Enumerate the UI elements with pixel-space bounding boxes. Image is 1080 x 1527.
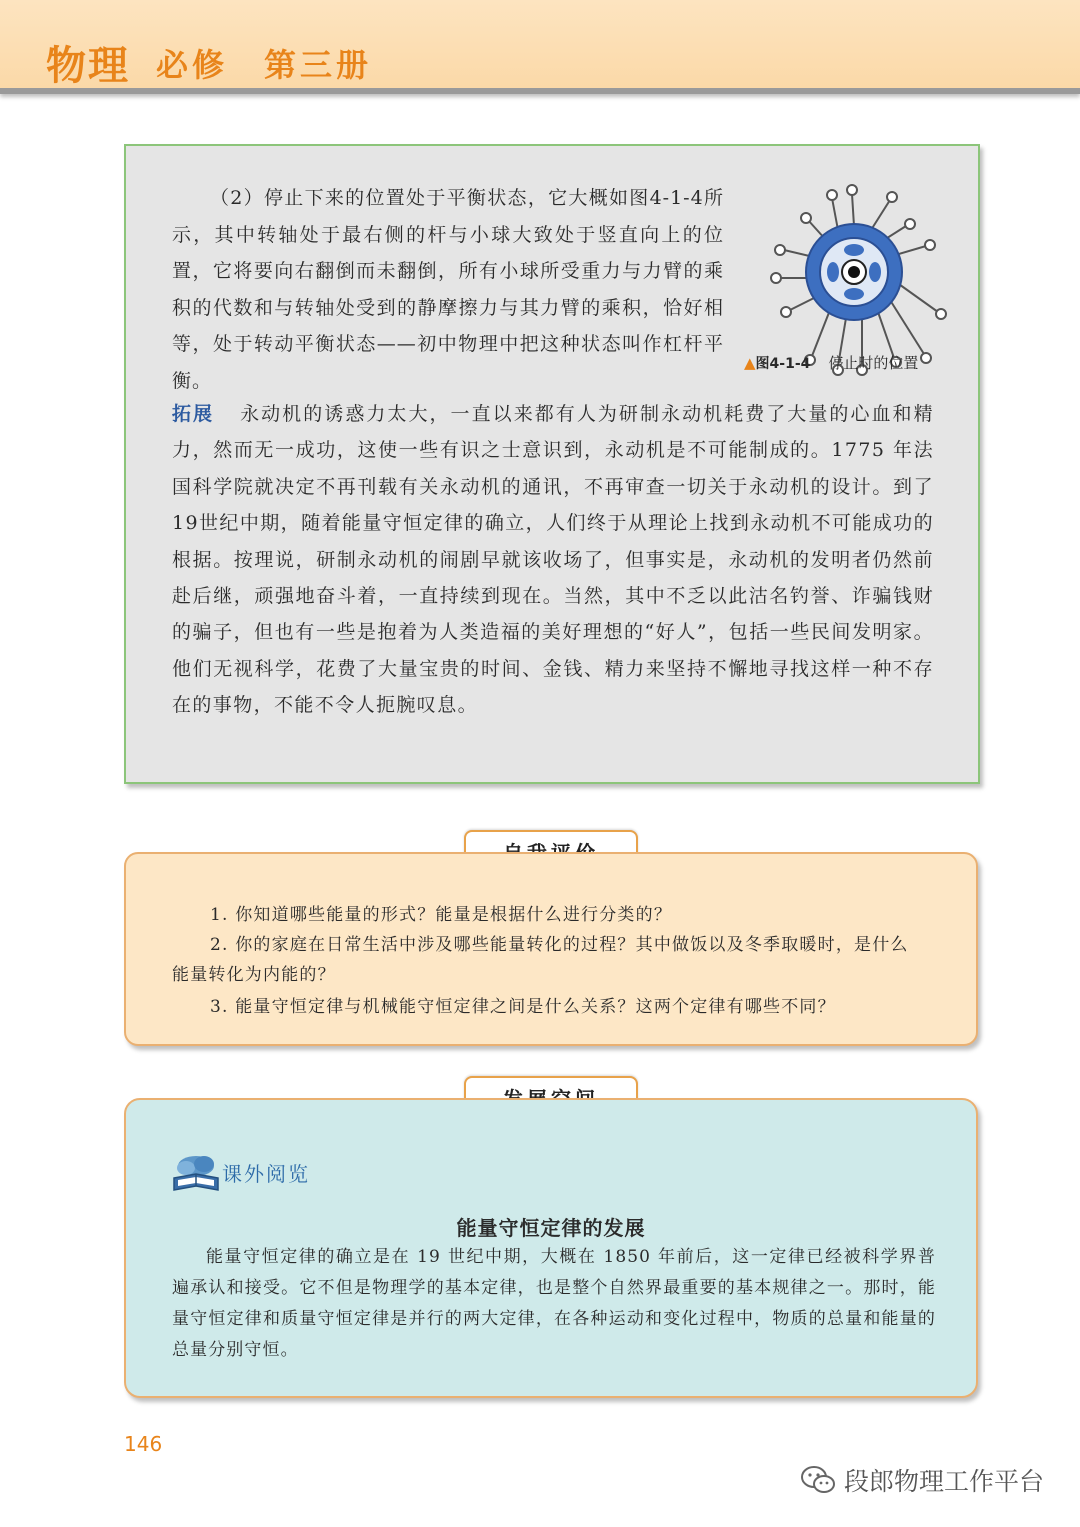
reading-label: 课外阅览 — [222, 1162, 310, 1186]
explanation-box — [124, 144, 980, 784]
extension-label: 拓展 — [172, 403, 215, 425]
page-header — [0, 0, 1080, 94]
extension-paragraph — [172, 396, 934, 724]
figure-number: 图4-1-4 — [755, 356, 811, 372]
wheel-figure-icon — [756, 180, 952, 376]
self-eval-question-1: 1. 你知道哪些能量的形式？能量是根据什么进行分类的？ — [210, 905, 673, 925]
page-number: 146 — [124, 1432, 163, 1456]
article-title: 能量守恒定律的发展 — [456, 1216, 646, 1240]
article-body: 能量守恒定律的确立是在 19 世纪中期，大概在 1850 年前后，这一定律已经被科学界普遍承认和接受。它不但是物理学的基本定律，也是整个自然界最重要的基本规律之一。那时，能量守恒定律和质量守恒定律是并行的两大定律，在各种运动和变化过程中，物质的总量和能量的总量分别守恒。 — [172, 1247, 936, 1360]
header-subject: 物理 — [46, 43, 130, 89]
self-eval-question-3: 3. 能量守恒定律与机械能守恒定律之间是什么关系？这两个定律有哪些不同？ — [210, 997, 836, 1017]
figure-caption — [744, 352, 944, 373]
explanation-paragraph: （2）停止下来的位置处于平衡状态，它大概如图4-1-4所示，其中转轴处于最右侧的杆与小球大致处于竖直向上的位置，它将要向右翻倒而未翻倒，所有小球所受重力与力臂的乘积的代数和与转轴处受到的静摩擦力与其力臂的乘积，恰好相等，处于转动平衡状态——初中物理中把这种状态叫作杠杆平衡。 — [172, 187, 724, 392]
figure-caption-text: 停止时的位置 — [828, 354, 919, 372]
header-volume: 必修 第三册 — [156, 46, 373, 84]
self-eval-box — [124, 852, 978, 1046]
watermark — [800, 1462, 1044, 1498]
book-icon — [170, 1152, 222, 1194]
self-eval-question-2: 2. 你的家庭在日常生活中涉及哪些能量转化的过程？其中做饭以及冬季取暖时，是什么 — [210, 935, 909, 955]
development-box — [124, 1098, 978, 1398]
caption-marker: ▲ — [744, 354, 756, 372]
self-eval-question-2-cont: 能量转化为内能的？ — [172, 965, 336, 985]
wechat-icon — [800, 1465, 836, 1495]
extension-text: 永动机的诱惑力太大，一直以来都有人为研制永动机耗费了大量的心血和精力，然而无一成功，这使一些有识之士意识到，永动机是不可能制成的。1775 年法国科学院就决定不再刊载有关永动机的通讯，不再审查一切关于永动机的设计。到了19世纪中期，随着能量守恒定律的确立，人们终于从理论上找到永动机不可能成功的根据。按理说，研制永动机的闹剧早就该收场了，但事实是，永动机的发明者仍然前赴后继，顽强地奋斗着，一直持续到现在。当然，其中不乏以此沽名钓誉、诈骗钱财的骗子，但也有一些是抱着为人类造福的美好理想的“好人”，包括一些民间发明家。他们无视科学，花费了大量宝贵的时间、金钱、精力来坚持不懈地寻找这样一种不存在的事物，不能不令人扼腕叹息。 — [172, 403, 934, 717]
watermark-text: 段郎物理工作平台 — [843, 1467, 1044, 1496]
